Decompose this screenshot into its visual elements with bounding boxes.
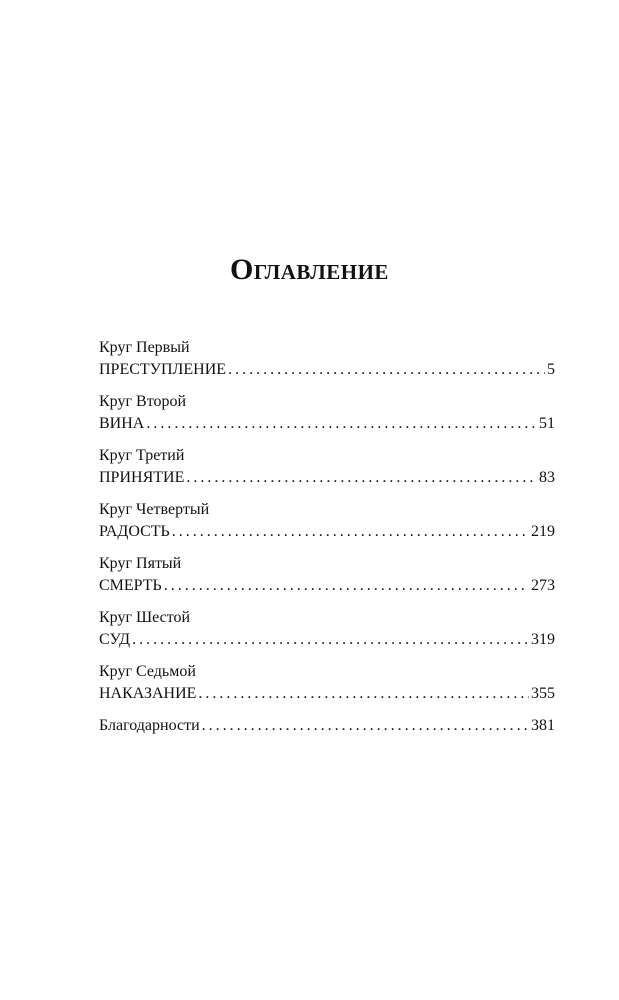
toc-entry-page: 83 [539, 469, 555, 486]
toc-entry-page: 273 [531, 577, 555, 594]
toc-entry-6 [99, 607, 555, 651]
toc-entry-page: 219 [531, 523, 555, 540]
dot-leader [164, 575, 529, 597]
toc-entry-line [99, 413, 555, 435]
toc-entry-name: РАДОСТЬ [99, 523, 170, 540]
toc-entry-acknowledgements [99, 715, 555, 737]
toc-entry-line [99, 359, 555, 381]
toc-entry-line [99, 629, 555, 651]
toc-entry-page: 51 [539, 415, 555, 432]
toc-entry-subtitle: Круг Третий [99, 447, 185, 464]
page-title: Оглавление [230, 253, 389, 286]
toc-entry-name: ВИНА [99, 415, 145, 432]
toc-entry-1 [99, 337, 555, 381]
toc-entry-subtitle: Круг Второй [99, 393, 187, 410]
toc-entry-5 [99, 553, 555, 597]
toc-entry-line [99, 467, 555, 489]
toc-entry-line [99, 715, 555, 737]
toc-entry-subtitle: Круг Пятый [99, 555, 182, 572]
toc-entry-page: 355 [531, 685, 555, 702]
toc-entry-subtitle: Круг Седьмой [99, 663, 196, 680]
toc-entry-name: СМЕРТЬ [99, 577, 162, 594]
toc-entry-line [99, 521, 555, 543]
toc-entry-subtitle: Круг Первый [99, 339, 190, 356]
toc-entry-name: ПРЕСТУПЛЕНИЕ [99, 361, 227, 378]
dot-leader [198, 683, 529, 705]
toc-entry-name: НАКАЗАНИЕ [99, 685, 197, 702]
dot-leader [172, 521, 529, 543]
dot-leader [228, 359, 545, 381]
toc-entry-line [99, 683, 555, 705]
toc-entry-2 [99, 391, 555, 435]
toc-entry-page: 319 [531, 631, 555, 648]
toc-entry-4 [99, 499, 555, 543]
toc-entry-page: 5 [547, 361, 555, 378]
toc-entry-line [99, 575, 555, 597]
table-of-contents [99, 337, 555, 747]
toc-entry-subtitle: Круг Четвертый [99, 501, 210, 518]
dot-leader [202, 715, 529, 737]
toc-entry-name: СУД [99, 631, 131, 648]
dot-leader [186, 467, 537, 489]
toc-entry-name: ПРИНЯТИЕ [99, 469, 185, 486]
toc-entry-3 [99, 445, 555, 489]
dot-leader [146, 413, 537, 435]
toc-entry-subtitle: Круг Шестой [99, 609, 191, 626]
toc-entry-name: Благодарности [99, 717, 200, 734]
dot-leader [132, 629, 529, 651]
toc-entry-7 [99, 661, 555, 705]
toc-entry-page: 381 [531, 717, 555, 734]
